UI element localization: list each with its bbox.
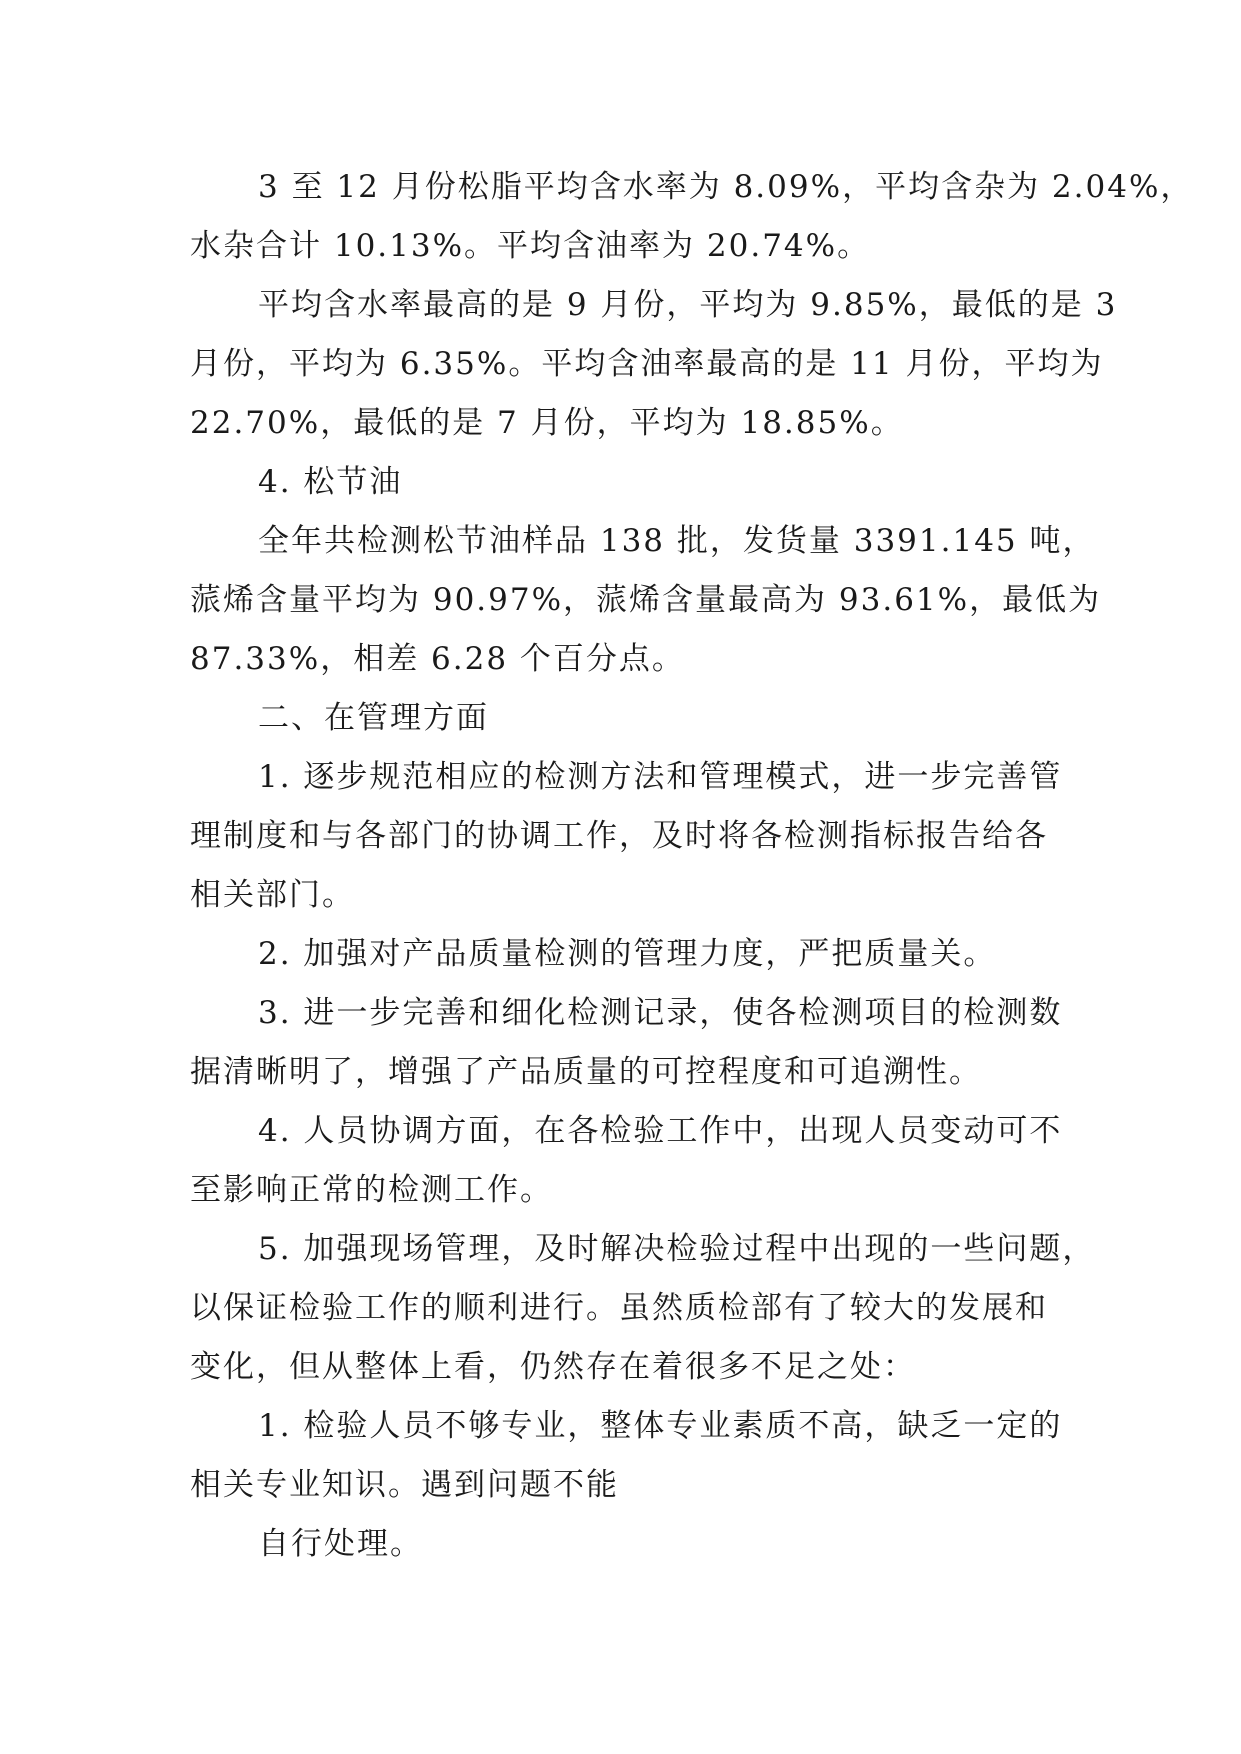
text-line: 相关专业知识。遇到问题不能 [190,1467,619,1503]
text-line: 相关部门。 [190,877,355,913]
text-line: 1. 逐步规范相应的检测方法和管理模式，进一步完善管 [258,759,1063,795]
text-line: 理制度和与各部门的协调工作，及时将各检测指标报告给各 [190,818,1048,854]
text-line: 全年共检测松节油样品 138 批，发货量 3391.145 吨， [258,523,1096,559]
text-line: 以保证检验工作的顺利进行。虽然质检部有了较大的发展和 [190,1290,1048,1326]
text-line: 2. 加强对产品质量检测的管理力度，严把质量关。 [258,936,997,972]
text-line: 据清晰明了，增强了产品质量的可控程度和可追溯性。 [190,1054,982,1090]
text-line: 4. 人员协调方面，在各检验工作中，出现人员变动可不 [258,1113,1063,1149]
text-line: 22.70%，最低的是 7 月份，平均为 18.85%。 [190,405,904,441]
text-line: 5. 加强现场管理，及时解决检验过程中出现的一些问题， [258,1231,1096,1267]
section-heading: 4. 松节油 [258,464,403,500]
text-line: 至影响正常的检测工作。 [190,1172,553,1208]
text-line: 变化，但从整体上看，仍然存在着很多不足之处： [190,1349,916,1385]
text-line: 月份，平均为 6.35%。平均含油率最高的是 11 月份，平均为 [190,346,1104,382]
text-line: 平均含水率最高的是 9 月份，平均为 9.85%，最低的是 3 [258,287,1118,323]
text-line: 1. 检验人员不够专业，整体专业素质不高，缺乏一定的 [258,1408,1063,1444]
text-line: 水杂合计 10.13%。平均含油率为 20.74%。 [190,228,871,264]
section-heading: 二、在管理方面 [258,700,489,736]
text-line: 蒎烯含量平均为 90.97%，蒎烯含量最高为 93.61%，最低为 [190,582,1102,618]
text-line: 87.33%，相差 6.28 个百分点。 [190,641,685,677]
text-line: 3 至 12 月份松脂平均含水率为 8.09%，平均含杂为 2.04%， [258,169,1194,205]
text-line: 3. 进一步完善和细化检测记录，使各检测项目的检测数 [258,995,1063,1031]
text-line: 自行处理。 [258,1526,423,1562]
